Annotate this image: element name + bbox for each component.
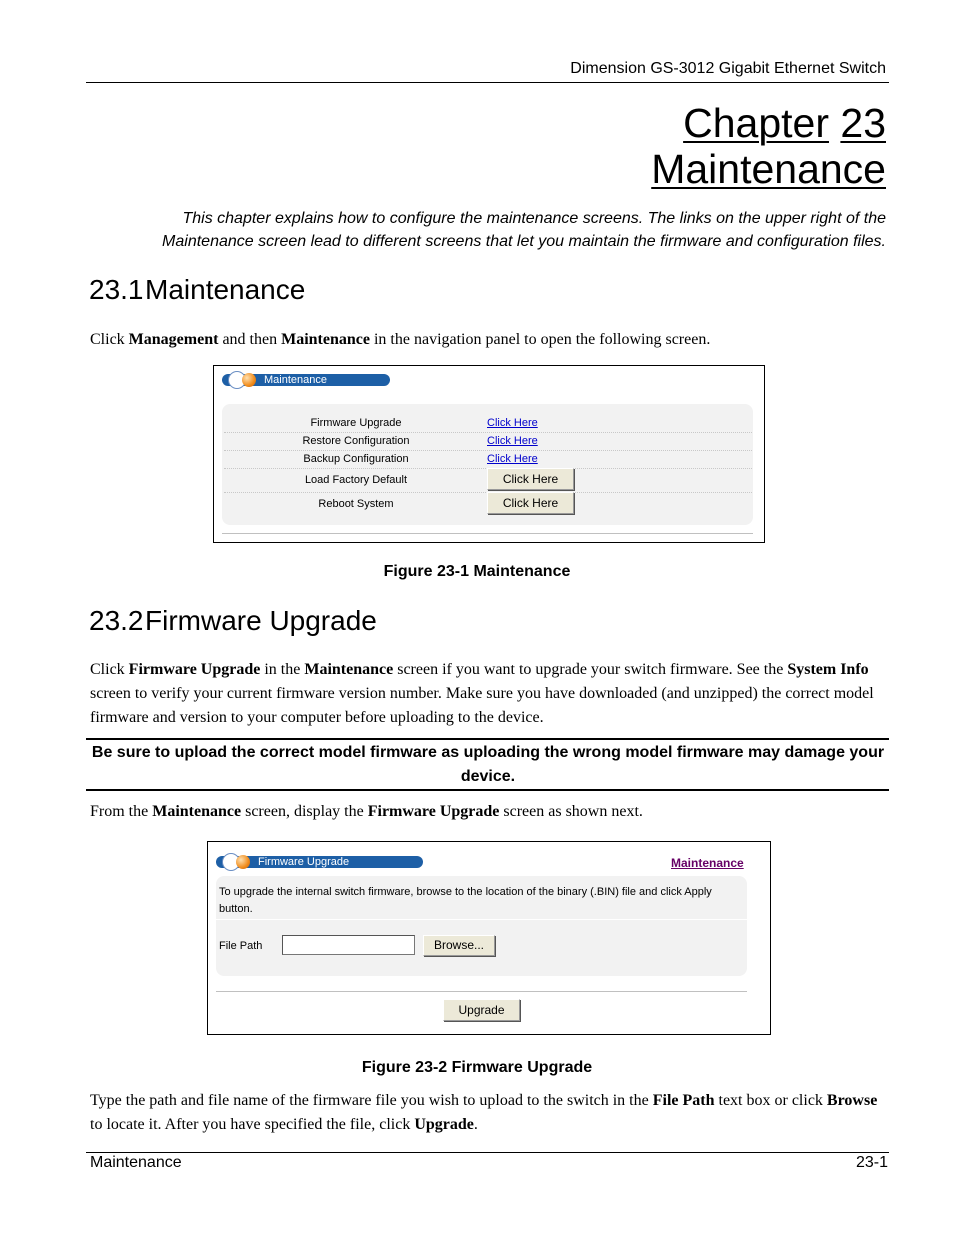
- text-run: Click: [90, 331, 129, 348]
- text-run: and then: [218, 331, 282, 348]
- bold-run: Maintenance: [304, 661, 394, 678]
- section-heading-23-2: [89, 605, 377, 637]
- bold-run: Maintenance: [281, 331, 370, 348]
- section-title: Maintenance: [145, 274, 306, 305]
- text-run: in the navigation panel to open the following screen.: [369, 331, 711, 348]
- backup-configuration-link[interactable]: Click Here: [487, 453, 538, 465]
- bold-run: Upgrade: [414, 1116, 474, 1133]
- text-run: .: [473, 1116, 478, 1133]
- bold-run: Maintenance: [152, 803, 242, 820]
- chapter-word: Chapter: [683, 100, 829, 146]
- file-path-paragraph: [90, 1089, 886, 1137]
- section-number: 23.1: [89, 274, 144, 305]
- firmware-upgrade-screenshot: [207, 841, 771, 1035]
- footer-section-name: Maintenance: [90, 1154, 182, 1171]
- footer-rule: [86, 1152, 889, 1153]
- section-title: Firmware Upgrade: [145, 605, 377, 636]
- row-label-restore-configuration: Restore Configuration: [302, 435, 410, 447]
- text-run: to locate it. After you have specified the file, click: [90, 1116, 415, 1133]
- chapter-name: Maintenance: [651, 146, 886, 192]
- upgrade-button[interactable]: Upgrade: [443, 999, 520, 1021]
- chapter-number: 23: [840, 100, 886, 146]
- row-label-load-factory-default: Load Factory Default: [304, 474, 408, 486]
- row-divider: [224, 450, 752, 452]
- load-factory-default-button[interactable]: Click Here: [487, 468, 574, 490]
- browse-button[interactable]: Browse...: [423, 935, 495, 956]
- footer-page-number: 23-1: [855, 1154, 888, 1171]
- bold-run: Management: [128, 331, 219, 348]
- bold-run: Browse: [826, 1092, 878, 1109]
- header-rule: [86, 82, 889, 83]
- warning-top-rule: [86, 738, 889, 740]
- section2-paragraph-2: [90, 800, 880, 824]
- text-run: From the: [90, 803, 153, 820]
- orb-icon: [236, 855, 250, 869]
- orb-icon: [242, 373, 256, 387]
- text-run: Type the path and file name of the firmware file you wish to upload to the switch in the: [90, 1092, 653, 1109]
- panel-separator: [222, 533, 753, 534]
- chapter-intro: This chapter explains how to configure the maintenance screens. The links on the upper right of the Maintenance screen lead to different screens that let you maintain the firmware and configuration files.: [162, 210, 886, 250]
- text-run: screen, display the: [241, 803, 368, 820]
- bold-run: File Path: [652, 1092, 715, 1109]
- reboot-system-button[interactable]: Click Here: [487, 492, 574, 514]
- bold-run: Firmware Upgrade: [367, 803, 500, 820]
- row-label-reboot-system: Reboot System: [318, 498, 394, 510]
- text-run: Click: [90, 661, 129, 678]
- panel-title-bar: [216, 856, 423, 868]
- row-label-firmware-upgrade: Firmware Upgrade: [310, 417, 402, 429]
- upgrade-instructions: To upgrade the internal switch firmware, browse to the location of the binary (.BIN) file and click Apply button.: [219, 886, 712, 915]
- row-divider: [224, 432, 752, 434]
- bold-run: Firmware Upgrade: [128, 661, 261, 678]
- figure1-caption: Figure 23-1 Maintenance: [383, 563, 571, 580]
- running-header: Dimension GS-3012 Gigabit Ethernet Switch: [570, 60, 886, 77]
- panel-title: Maintenance: [264, 374, 327, 386]
- file-path-input[interactable]: [282, 935, 415, 955]
- firmware-warning: Be sure to upload the correct model firmware as uploading the wrong model firmware may damage your device.: [91, 744, 885, 785]
- chapter-title: [651, 100, 886, 192]
- figure2-caption: Figure 23-2 Firmware Upgrade: [361, 1059, 593, 1076]
- section1-paragraph: [90, 328, 880, 352]
- text-run: text box or click: [714, 1092, 827, 1109]
- section-number: 23.2: [89, 605, 144, 636]
- bold-run: System Info: [787, 661, 869, 678]
- text-run: in the: [260, 661, 305, 678]
- panel-title-bar: [222, 374, 390, 386]
- panel-separator: [216, 991, 747, 992]
- maintenance-back-link[interactable]: Maintenance: [671, 856, 744, 870]
- text-run: screen if you want to upgrade your switch firmware. See the: [393, 661, 788, 678]
- warning-bottom-rule: [86, 789, 889, 791]
- section-heading-23-1: [89, 274, 305, 306]
- panel-title: Firmware Upgrade: [258, 856, 350, 868]
- firmware-upgrade-link[interactable]: Click Here: [487, 417, 538, 429]
- text-run: screen as shown next.: [499, 803, 643, 820]
- restore-configuration-link[interactable]: Click Here: [487, 435, 538, 447]
- section2-paragraph: [90, 658, 886, 730]
- panel-separator: [216, 919, 747, 920]
- text-run: screen to verify your current firmware version number. Make sure you have downloaded (and unzipped) the correct model firmware and version to your computer before uploading to the device.: [90, 685, 874, 726]
- maintenance-screenshot: [213, 365, 765, 543]
- file-path-label: File Path: [219, 940, 263, 952]
- row-label-backup-configuration: Backup Configuration: [303, 453, 409, 465]
